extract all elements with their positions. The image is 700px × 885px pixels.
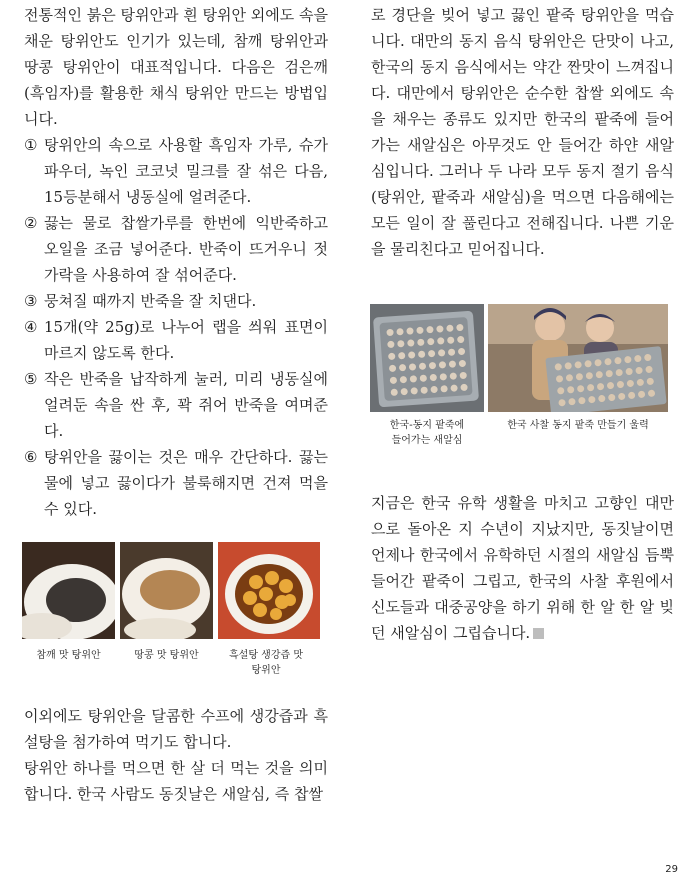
caption-brown-sugar: 흑설탕 생강즙 맛 탕위안 [229, 650, 303, 676]
step-number: ③ [24, 292, 38, 310]
step-number: ④ [24, 318, 38, 336]
step-text: 작은 반죽을 납작하게 눌러, 미리 냉동실에 얼려둔 속을 싼 후, 꽉 쥐어 반죽을 여며준다. [44, 370, 328, 440]
intro-paragraph: 전통적인 붉은 탕위안과 흰 탕위안 외에도 속을 채운 탕위안도 인기가 있는데, 참깨 탕위안과 땅콩 탕위안이 대표적입니다. 다음은 검은깨(흑임자)를 활용한 채식 탕위안 만드는 방법입니다. [24, 6, 328, 128]
step-text: 탕위안의 속으로 사용할 흑임자 가루, 슈가파우더, 녹인 코코넛 밀크를 잘 섞은 다음, 15등분해서 냉동실에 얼려준다. [44, 136, 328, 206]
peanut-tangyuan-photo [120, 542, 213, 639]
step-number: ⑥ [24, 448, 38, 466]
temple-volunteers-photo [488, 304, 668, 412]
sesame-tangyuan-photo [22, 542, 115, 639]
recipe-step [24, 132, 328, 210]
step-text: 탕위안을 끓이는 것은 매우 간단하다. 끓는 물에 넣고 끓이다가 불룩해지면 건져 먹을 수 있다. [44, 448, 328, 518]
step-number: ① [24, 136, 38, 154]
recipe-steps [24, 132, 328, 522]
temple-photo-row [370, 304, 668, 412]
tangyuan-photo-row [22, 542, 320, 639]
saealsim-tray-photo [370, 304, 484, 412]
recipe-step [24, 366, 328, 444]
page-number: 29 [665, 864, 678, 875]
step-number: ⑤ [24, 370, 38, 388]
step-text: 15개(약 25g)로 나누어 랩을 씌워 표면이 마르지 않도록 한다. [44, 318, 328, 362]
caption-peanut: 땅콩 맛 탕위안 [134, 650, 199, 661]
step-number: ② [24, 214, 38, 232]
recipe-step [24, 210, 328, 288]
caption-saealsim: 한국-동지 팥죽에 들어가는 새알심 [389, 420, 465, 446]
step-text: 끓는 물로 찹쌀가루를 한번에 익반죽하고 오일을 조금 넣어준다. 반죽이 뜨거우니 젓가락을 사용하여 잘 섞어준다. [44, 214, 328, 284]
recipe-step [24, 288, 328, 314]
brown-sugar-ginger-tangyuan-photo [218, 542, 320, 639]
step-text: 뭉쳐질 때까지 반죽을 잘 치댄다. [44, 292, 257, 310]
right-bottom-paragraph [371, 490, 674, 646]
outro-paragraph: 이외에도 탕위안을 달콤한 수프에 생강즙과 흑설탕을 첨가하여 먹기도 합니다. 탕위안 하나를 먹으면 한 살 더 먹는 것을 의미합니다. 한국 사람도 동짓날은 새알심, 즉 찹쌀 [24, 707, 328, 803]
right-bottom-text: 지금은 한국 유학 생활을 마치고 고향인 대만으로 돌아온 지 수년이 지났지만, 동짓날이면 언제나 한국에서 유학하던 시절의 새알심 듬뿍 들어간 팥죽이 그립고, 한국의 사찰 후원에서 신도들과 대중공양을 하기 위해 한 알 한 알 빚던 새알심이 그립습니다. [371, 494, 674, 642]
recipe-step [24, 314, 328, 366]
caption-sesame: 참깨 맛 탕위안 [36, 650, 101, 661]
end-mark-icon [533, 628, 544, 639]
right-top-paragraph: 로 경단을 빚어 넣고 끓인 팥죽 탕위안을 먹습니다. 대만의 동지 음식 탕위안은 단맛이 나고, 한국의 동지 음식에서는 약간 짠맛이 느껴집니다. 대만에서 탕위안은 순수한 찹쌀 외에도 속을 채우는 종류도 있지만 한국의 팥죽에 들어가는 새알심은 아무것도 안 들어간 하얀 새알심입니다. 그러나 두 나라 모두 동지 절기 음식(탕위안, 팥죽과 새알심)을 먹으면 다음해에는 모든 일이 잘 풀린다고 전해집니다. 나쁜 기운을 물리친다고 믿어집니다. [371, 6, 674, 258]
caption-temple-volunteers: 한국 사찰 동지 팥죽 만들기 울력 [507, 420, 649, 431]
recipe-step [24, 444, 328, 522]
